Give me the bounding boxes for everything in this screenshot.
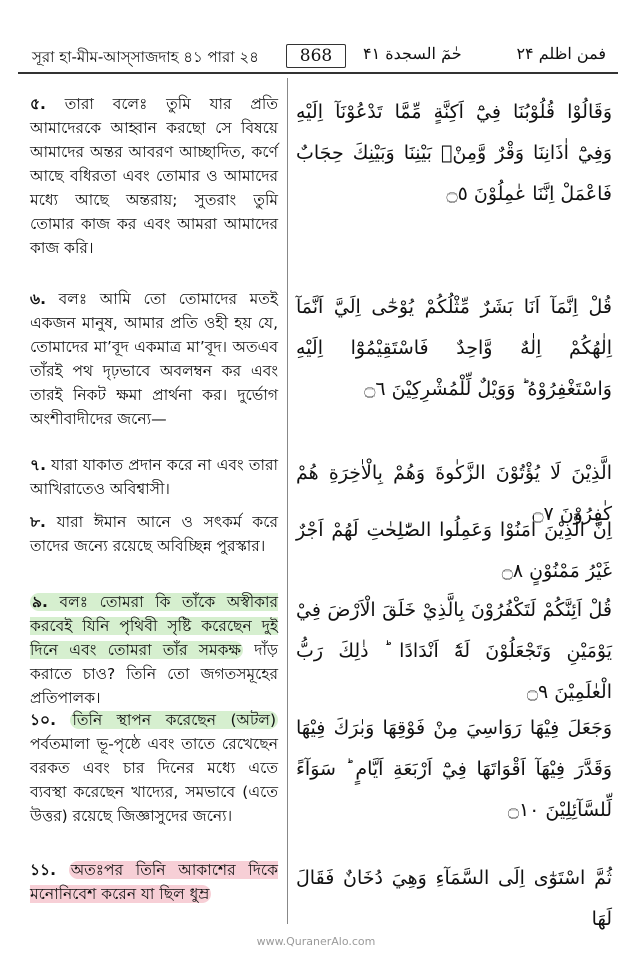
verse-text: বলঃ আমি তো তোমাদের মতই একজন মানুষ, আমার প্রতি ওহী হয় যে, তোমাদের মা’বূদ একমাত্র মা’বূদ। অতএব তাঁরই পথ দৃঢ়ভাবে অবলম্বন কর এবং তারই নিকট ক্ষমা প্রার্থনা কর। দুর্ভোগ অংশীবাদীদের জন্যে— bbox=[30, 290, 278, 428]
verse-9-bengali bbox=[30, 590, 278, 710]
verse-number: ৮. bbox=[30, 513, 46, 531]
header-bengali-title: সূরা হা-মীম-আস্‌সাজদাহ ৪১ পারা ২৪ bbox=[32, 48, 259, 66]
verse-number: ১১. bbox=[30, 861, 57, 879]
verse-text: যারা যাকাত প্রদান করে না এবং তারা আখিরাতেও অবিশ্বাসী। bbox=[30, 456, 278, 498]
verse-6-arabic: قُلْ اِنَّمَآ اَنَا بَشَرٌ مِّثْلُكُمْ يُوْحٰٓى اِلَيَّ اَنَّمَآ اِلٰهُكُمْ اِلٰهٌ وَّاحِدٌ فَاسْتَقِيْمُوْٓا اِلَيْهِ وَاسْتَغْفِرُوْهُ ؕ وَوَيْلٌ لِّلْمُشْرِكِيْنَ ۝٦ bbox=[296, 296, 612, 400]
highlighted-text: বলঃ তোমরা কি তাঁকে অস্বীকার করবেই যিনি পৃথিবী সৃষ্টি করেছেন দুই দিনে এবং তোমরা তাঁর সমকক্ষ bbox=[30, 593, 278, 659]
highlight-green: তিনি স্থাপন করেছেন (অটল) bbox=[72, 711, 277, 729]
verse-10-bengali bbox=[30, 708, 278, 828]
highlight-green bbox=[30, 593, 278, 659]
verse-7-bengali bbox=[30, 453, 278, 501]
page-header bbox=[18, 40, 618, 70]
verse-number: ৫. bbox=[30, 95, 46, 113]
verse-6-bengali bbox=[30, 287, 278, 431]
verse-number: ৬. bbox=[30, 290, 46, 308]
verse-11-bengali bbox=[30, 858, 278, 906]
footer-watermark: www.QuranerAlo.com bbox=[256, 935, 376, 948]
verse-8-arabic: اِنَّ الَّذِيْنَ اٰمَنُوْا وَعَمِلُوا الصّٰلِحٰتِ لَهُمْ اَجْرٌ غَيْرُ مَمْنُوْنٍ ۝٨ bbox=[296, 519, 612, 582]
verse-text: পর্বতমালা ভূ-পৃষ্ঠে এবং তাতে রেখেছেন বরকত এবং চার দিনের মধ্যে এতে ব্যবস্থা করেছেন খাদ্যের, সমভাবে (এতে উত্তর) রয়েছে জিজ্ঞাসুদের জন্যে। bbox=[30, 735, 278, 825]
verse-5-arabic: وَقَالُوْا قُلُوْبُنَا فِيْٓ اَكِنَّةٍ مِّمَّا تَدْعُوْنَآ اِلَيْهِ وَفِيْٓ اٰذَانِنَا وَقْرٌ وَّمِنْۢ بَيْنِنَا وَبَيْنِكَ حِجَابٌ فَاعْمَلْ اِنَّنَا عٰمِلُوْنَ ۝٥ bbox=[296, 101, 612, 205]
highlight-pink: অতঃপর তিনি আকাশের দিকে মনোনিবেশ করেন যা ছিল ধুম্র bbox=[30, 861, 278, 903]
header-rule bbox=[18, 72, 618, 74]
header-arabic-surah: حٰمٓ السجدة ۴۱ bbox=[363, 44, 462, 63]
column-divider bbox=[287, 78, 288, 924]
verse-9-arabic: قُلْ اَئِنَّكُمْ لَتَكْفُرُوْنَ بِالَّذِيْ خَلَقَ الْاَرْضَ فِيْ يَوْمَيْنِ وَتَجْعَلُوْنَ لَهٗٓ اَنْدَادًا ؕ ذٰلِكَ رَبُّ الْعٰلَمِيْنَ ۝٩ bbox=[296, 599, 612, 703]
verse-number: ৭. bbox=[30, 456, 46, 474]
verse-11-arabic: ثُمَّ اسْتَوٰٓى اِلَى السَّمَآءِ وَهِيَ دُخَانٌ فَقَالَ لَهَا bbox=[296, 867, 612, 930]
verse-8-bengali bbox=[30, 510, 278, 558]
verse-10-arabic: وَجَعَلَ فِيْهَا رَوَاسِيَ مِنْ فَوْقِهَا وَبٰرَكَ فِيْهَا وَقَدَّرَ فِيْهَآ اَقْوَاتَهَا فِيْٓ اَرْبَعَةِ اَيَّامٍ ؕ سَوَآءً لِّلسَّآئِلِيْنَ ۝١٠ bbox=[296, 717, 612, 821]
verse-text: যারা ঈমান আনে ও সৎকর্ম করে তাদের জন্যে রয়েছে অবিচ্ছিন্ন পুরস্কার। bbox=[30, 513, 278, 555]
page-number: 868 bbox=[286, 44, 346, 68]
verse-text: দাঁড় করাতে চাও? তিনি তো জগতসমূহের প্রতিপালক। bbox=[30, 641, 279, 707]
verse-number: ১০. bbox=[30, 711, 57, 729]
verse-5-bengali bbox=[30, 92, 278, 260]
verse-number: ৯. bbox=[32, 593, 48, 611]
verse-text: তারা বলেঃ তুমি যার প্রতি আমাদেরকে আহ্বান করছো সে বিষয়ে আমাদের অন্তর আবরণ আচ্ছাদিত, কর্ণে আছে বধিরতা এবং তোমার ও আমাদের মধ্যে আছে অন্তরায়; সুতরাং তুমি তোমার কাজ কর এবং আমরা আমাদের কাজ করি। bbox=[30, 95, 278, 257]
verse-7-arabic: الَّذِيْنَ لَا يُؤْتُوْنَ الزَّكٰوةَ وَهُمْ بِالْاٰخِرَةِ هُمْ كٰفِرُوْنَ ۝٧ bbox=[296, 462, 612, 525]
header-arabic-part: فمن اظلم ۲۴ bbox=[516, 44, 606, 63]
